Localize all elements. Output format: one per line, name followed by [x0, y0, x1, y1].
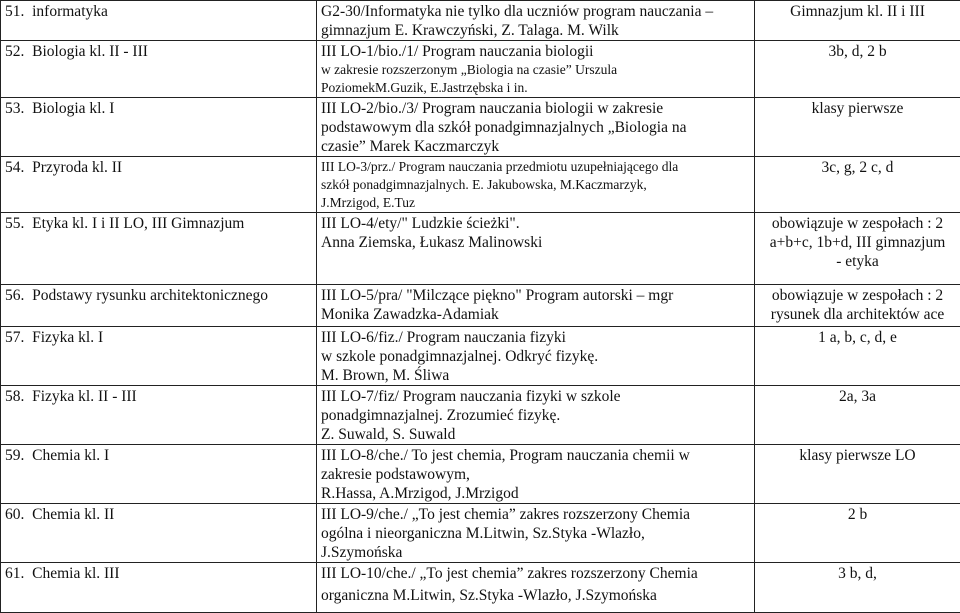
program-line: organiczna M.Litwin, Sz.Styka -Wlazło, J.Szymońska	[321, 586, 750, 605]
subject-cell	[1, 1, 317, 41]
program-cell	[317, 41, 755, 98]
program-line: Anna Ziemska, Łukasz Malinowski	[321, 233, 750, 252]
program-cell	[317, 157, 755, 213]
row-number: 52.	[5, 43, 24, 60]
program-line: III LO-9/che./ „To jest chemia” zakres rozszerzony Chemia	[321, 505, 750, 524]
subject-name: Chemia kl. II	[32, 506, 114, 523]
classes-cell	[755, 213, 960, 285]
subject-name: Fizyka kl. I	[32, 329, 103, 346]
program-line: III LO-6/fiz./ Program nauczania fizyki	[321, 328, 750, 347]
program-line: III LO-7/fiz/ Program nauczania fizyki w szkole	[321, 387, 750, 406]
subject-cell	[1, 213, 317, 285]
classes-line: klasy pierwsze LO	[759, 446, 956, 465]
subject-name: informatyka	[32, 3, 108, 20]
program-cell	[317, 504, 755, 563]
row-number: 54.	[5, 159, 24, 176]
classes-line: 3b, d, 2 b	[759, 42, 956, 61]
row-number: 61.	[5, 565, 24, 582]
classes-cell	[755, 445, 960, 504]
subject-name: Chemia kl. III	[32, 565, 119, 582]
classes-line: Gimnazjum kl. II i III	[759, 2, 956, 21]
program-cell	[317, 563, 755, 613]
classes-line: 3 b, d,	[759, 564, 956, 583]
classes-line: obowiązuje w zespołach : 2	[759, 286, 956, 305]
program-line: czasie” Marek Kaczmarczyk	[321, 137, 750, 156]
subject-cell	[1, 445, 317, 504]
row-number: 60.	[5, 506, 24, 523]
classes-line: 1 a, b, c, d, e	[759, 328, 956, 347]
classes-cell	[755, 1, 960, 41]
subject-name: Podstawy rysunku architektonicznego	[32, 287, 268, 304]
program-cell	[317, 445, 755, 504]
program-line: J.Szymońska	[321, 543, 750, 562]
subject-cell	[1, 285, 317, 327]
subject-cell	[1, 386, 317, 445]
classes-line: 2a, 3a	[759, 387, 956, 406]
classes-cell	[755, 41, 960, 98]
table-row	[1, 285, 960, 327]
program-line: PoziomekM.Guzik, E.Jastrzębska i in.	[321, 79, 750, 97]
program-line: III LO-2/bio./3/ Program nauczania biologii w zakresie	[321, 99, 750, 118]
classes-line: rysunek dla architektów ace	[759, 305, 956, 324]
subject-name: Przyroda kl. II	[32, 159, 122, 176]
program-line: Monika Zawadzka-Adamiak	[321, 305, 750, 324]
subject-name: Chemia kl. I	[32, 447, 109, 464]
classes-line: klasy pierwsze	[759, 99, 956, 118]
subject-name: Biologia kl. I	[32, 100, 114, 117]
program-line: w zakresie rozszerzonym „Biologia na czasie” Urszula	[321, 61, 750, 79]
program-line: III LO-3/prz./ Program nauczania przedmiotu uzupełniającego dla	[321, 158, 750, 176]
classes-line: a+b+c, 1b+d, III gimnazjum	[759, 233, 956, 252]
program-cell	[317, 327, 755, 386]
program-line: R.Hassa, A.Mrzigod, J.Mrzigod	[321, 484, 750, 503]
subject-cell	[1, 41, 317, 98]
row-number: 59.	[5, 447, 24, 464]
subject-name: Biologia kl. II - III	[32, 43, 148, 60]
program-line: ponadgimnazjalnej. Zrozumieć fizykę.	[321, 406, 750, 425]
table-row	[1, 213, 960, 285]
classes-cell	[755, 504, 960, 563]
program-cell	[317, 285, 755, 327]
subject-name: Fizyka kl. II - III	[32, 388, 137, 405]
program-line: J.Mrzigod, E.Tuz	[321, 194, 750, 212]
classes-line: 3c, g, 2 c, d	[759, 158, 956, 177]
program-line: ogólna i nieorganiczna M.Litwin, Sz.Styka -Wlazło,	[321, 524, 750, 543]
table-row	[1, 98, 960, 157]
classes-cell	[755, 157, 960, 213]
subject-cell	[1, 98, 317, 157]
table-row	[1, 504, 960, 563]
row-number: 57.	[5, 329, 24, 346]
program-line: M. Brown, M. Śliwa	[321, 366, 750, 385]
program-cell	[317, 1, 755, 41]
table-row	[1, 1, 960, 41]
classes-cell	[755, 98, 960, 157]
classes-cell	[755, 563, 960, 613]
program-line: Z. Suwald, S. Suwald	[321, 425, 750, 444]
program-cell	[317, 98, 755, 157]
program-line: zakresie podstawowym,	[321, 465, 750, 484]
row-number: 51.	[5, 3, 24, 20]
classes-line: - etyka	[759, 252, 956, 271]
program-line: III LO-8/che./ To jest chemia, Program nauczania chemii w	[321, 446, 750, 465]
program-line: szkół ponadgimnazjalnych. E. Jakubowska, M.Kaczmarzyk,	[321, 176, 750, 194]
subject-name: Etyka kl. I i II LO, III Gimnazjum	[32, 215, 244, 232]
classes-cell	[755, 327, 960, 386]
program-line: w szkole ponadgimnazjalnej. Odkryć fizykę.	[321, 347, 750, 366]
subject-cell	[1, 563, 317, 613]
classes-cell	[755, 285, 960, 327]
row-number: 58.	[5, 388, 24, 405]
program-line: III LO-5/pra/ "Milczące piękno" Program autorski – mgr	[321, 286, 750, 305]
program-line: podstawowym dla szkół ponadgimnazjalnych „Biologia na	[321, 118, 750, 137]
table-row	[1, 157, 960, 213]
program-line: III LO-1/bio./1/ Program nauczania biologii	[321, 42, 750, 61]
classes-cell	[755, 386, 960, 445]
program-line: G2-30/Informatyka nie tylko dla uczniów program nauczania –	[321, 2, 750, 21]
row-number: 53.	[5, 100, 24, 117]
table-row	[1, 445, 960, 504]
subject-cell	[1, 157, 317, 213]
table-row	[1, 563, 960, 613]
program-line: gimnazjum E. Krawczyński, Z. Talaga. M. Wilk	[321, 21, 750, 40]
program-line: III LO-10/che./ „To jest chemia” zakres rozszerzony Chemia	[321, 564, 750, 583]
row-number: 56.	[5, 287, 24, 304]
program-cell	[317, 213, 755, 285]
row-number: 55.	[5, 215, 24, 232]
classes-line: obowiązuje w zespołach : 2	[759, 214, 956, 233]
table-row	[1, 386, 960, 445]
program-line: III LO-4/ety/" Ludzkie ścieżki".	[321, 214, 750, 233]
classes-line: 2 b	[759, 505, 956, 524]
subject-cell	[1, 504, 317, 563]
table-row	[1, 327, 960, 386]
program-cell	[317, 386, 755, 445]
table-row	[1, 41, 960, 98]
subject-cell	[1, 327, 317, 386]
